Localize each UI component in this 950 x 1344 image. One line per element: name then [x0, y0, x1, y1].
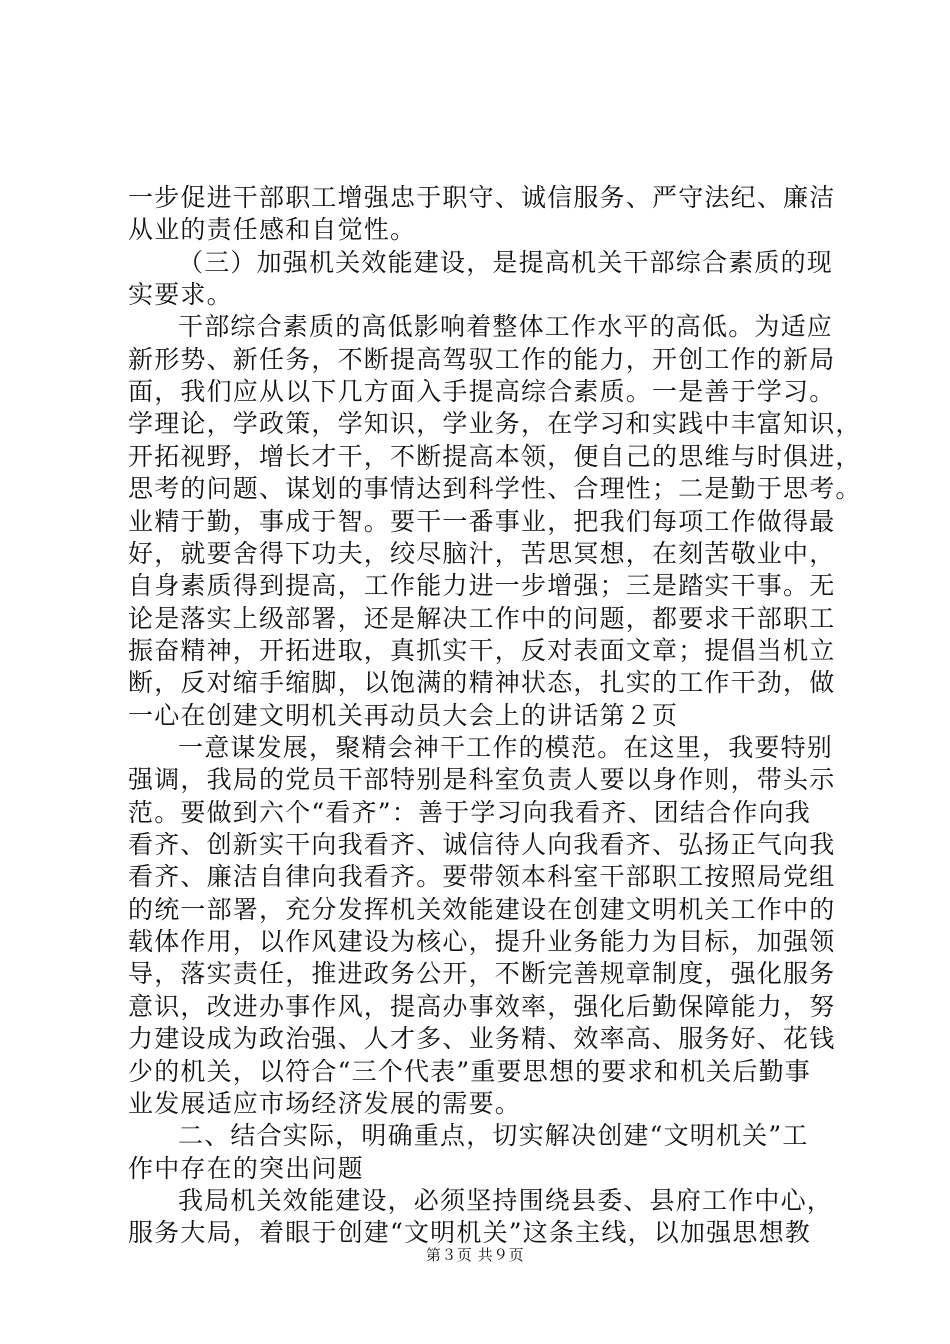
text-line: 面，我们应从以下几方面入手提高综合素质。一是善于学习。 [128, 377, 836, 406]
text-line: 强调，我局的党员干部特别是科室负责人要以身作则，带头示 [128, 765, 836, 794]
text-line: 载体作用，以作风建设为核心，提升业务能力为目标，加强领 [128, 927, 836, 956]
text-line: 业发展适应市场经济发展的需要。 [128, 1089, 522, 1118]
text-line: 一意谋发展，聚精会神干工作的模范。在这里，我要特别 [178, 733, 834, 762]
text-line: 新形势、新任务，不断提高驾驭工作的能力，开创工作的新局 [128, 345, 836, 374]
text-line: 振奋精神，开拓进取，真抓实干，反对表面文章；提倡当机立 [128, 636, 836, 665]
text-line: 干部综合素质的高低影响着整体工作水平的高低。为适应 [178, 312, 834, 341]
text-line: 学理论，学政策，学知识，学业务，在学习和实践中丰富知识， [128, 409, 862, 438]
text-line: 业精于勤，事成于智。要干一番事业，把我们每项工作做得最 [128, 507, 836, 536]
text-line: 少的机关，以符合“三个代表”重要思想的要求和机关后勤事 [128, 1057, 811, 1086]
text-line: 一心在创建文明机关再动员大会上的讲话第２页 [128, 701, 679, 730]
text-line: 看齐、廉洁自律向我看齐。要带领本科室干部职工按照局党组 [128, 862, 836, 891]
text-line: 一步促进干部职工增强忠于职守、诚信服务、严守法纪、廉洁 [128, 183, 836, 212]
text-line: 开拓视野，增长才干，不断提高本领，便自己的思维与时俱进， [128, 442, 862, 471]
section-heading-line: 作中存在的突出问题 [128, 1154, 364, 1183]
text-line: 导，落实责任，推进政务公开，不断完善规章制度，强化服务 [128, 959, 836, 988]
text-line: 自身素质得到提高，工作能力进一步增强；三是踏实干事。无 [128, 571, 836, 600]
text-line: 服务大局，着眼于创建“文明机关”这条主线，以加强思想教 [128, 1218, 811, 1247]
page-number-footer: 第３页 共９页 [425, 1246, 525, 1264]
text-line: 力建设成为政治强、人才多、业务精、效率高、服务好、花钱 [128, 1024, 836, 1053]
section-heading-line: 实要求。 [128, 280, 233, 309]
text-line: 思考的问题、谋划的事情达到科学性、合理性；二是勤于思考。 [128, 474, 862, 503]
text-line: 断，反对缩手缩脚，以饱满的精神状态，扎实的工作干劲，做 [128, 668, 836, 697]
text-line: 意识，改进办事作风，提高办事效率，强化后勤保障能力，努 [128, 992, 836, 1021]
text-line: 好，就要舍得下功夫，绞尽脑汁，苦思冥想，在刻苦敬业中， [128, 539, 836, 568]
text-line: 看齐、创新实干向我看齐、诚信待人向我看齐、弘扬正气向我 [128, 830, 836, 859]
text-line: 的统一部署，充分发挥机关效能建设在创建文明机关工作中的 [128, 895, 836, 924]
section-heading-line: （三）加强机关效能建设，是提高机关干部综合素质的现 [178, 248, 834, 277]
text-line: 论是落实上级部署，还是解决工作中的问题，都要求干部职工 [128, 604, 836, 633]
text-line: 从业的责任感和自觉性。 [128, 215, 417, 244]
section-heading-line: 二、结合实际，明确重点，切实解决创建“文明机关”工 [178, 1121, 809, 1150]
text-line: 范。要做到六个“看齐”：善于学习向我看齐、团结合作向我 [128, 798, 811, 827]
text-line: 我局机关效能建设，必须坚持围绕县委、县府工作中心， [178, 1186, 834, 1215]
